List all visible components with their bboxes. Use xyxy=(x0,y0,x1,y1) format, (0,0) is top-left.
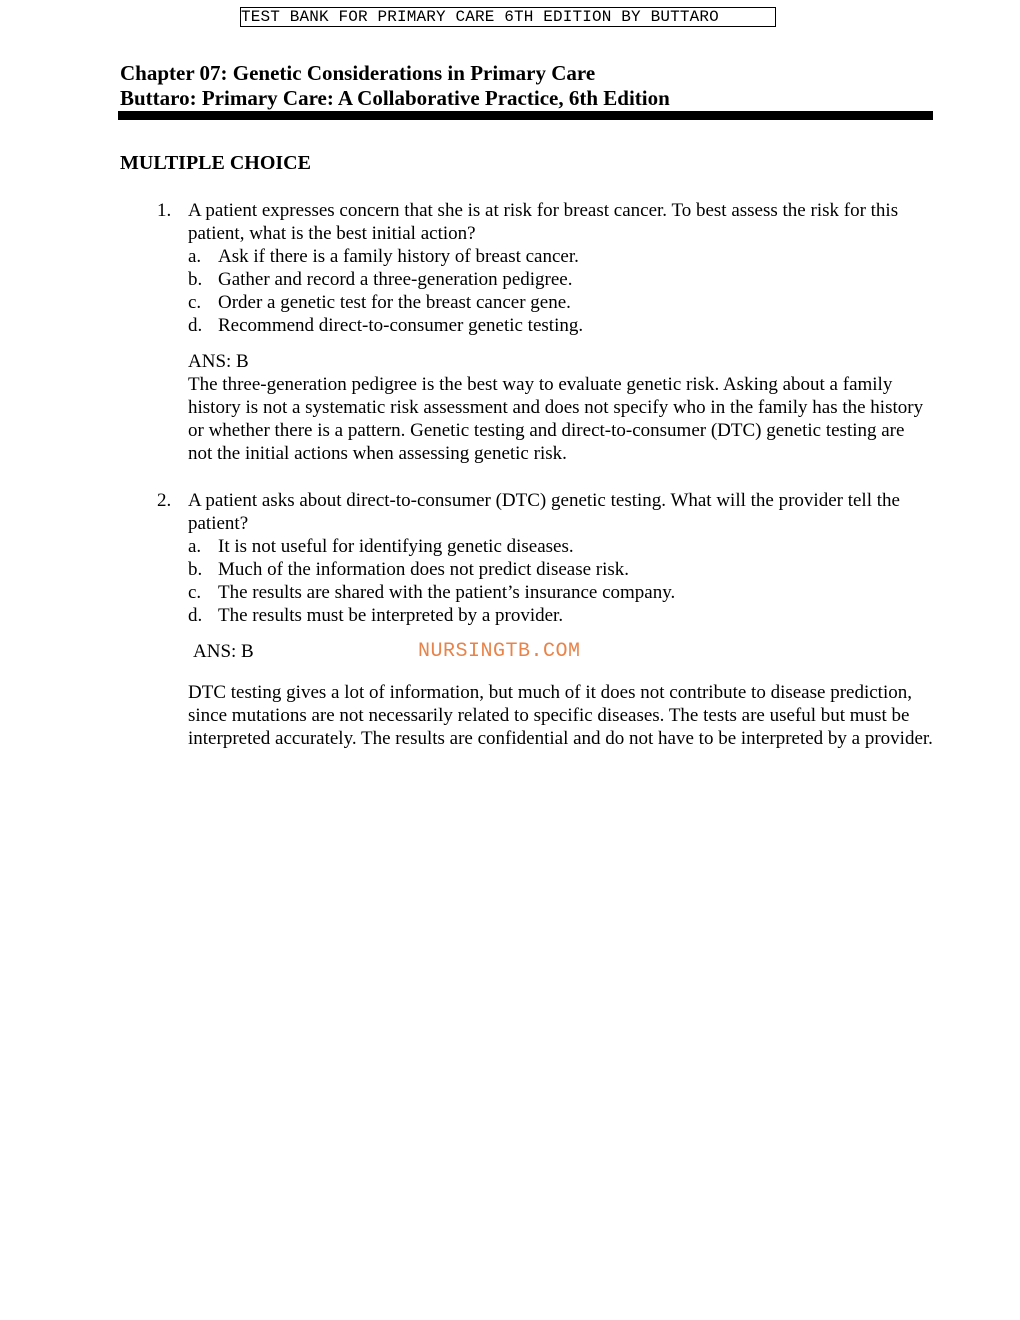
option-text: Ask if there is a family history of breast cancer. xyxy=(218,246,579,267)
question-number: 2. xyxy=(157,490,172,511)
option-letter: d. xyxy=(188,315,203,336)
chapter-title: Chapter 07: Genetic Considerations in Primary Care xyxy=(120,61,596,85)
option-text: It is not useful for identifying genetic diseases. xyxy=(218,536,574,557)
option-a xyxy=(188,245,579,268)
answer-rationale: DTC testing gives a lot of information, but much of it does not contribute to disease prediction, since mutations are not necessarily related to specific diseases. The tests are useful but must be interpreted accurately. The results are confidential and do not have to be interpreted by a provider. xyxy=(188,682,933,749)
option-d xyxy=(188,314,583,337)
option-text: The results must be interpreted by a provider. xyxy=(218,605,564,626)
option-a xyxy=(188,535,574,558)
page-banner: TEST BANK FOR PRIMARY CARE 6TH EDITION BY BUTTARO xyxy=(240,7,776,27)
option-letter: c. xyxy=(188,582,202,603)
option-letter: a. xyxy=(188,536,202,557)
option-text: The results are shared with the patient’s insurance company. xyxy=(218,582,676,603)
option-text: Much of the information does not predict disease risk. xyxy=(218,559,630,580)
option-c xyxy=(188,581,675,604)
option-b xyxy=(188,558,629,581)
option-letter: d. xyxy=(188,605,203,626)
option-b xyxy=(188,268,572,291)
option-d xyxy=(188,604,563,627)
option-letter: c. xyxy=(188,292,202,313)
answer-key: ANS: B xyxy=(193,641,254,662)
answer-key: ANS: B xyxy=(188,351,249,372)
header-divider xyxy=(118,111,933,120)
answer-rationale: The three-generation pedigree is the best way to evaluate genetic risk. Asking about a family history is not a systematic risk assessment and does not specify who in the family has the history or whether there is a pattern. Genetic testing and direct-to-consumer (DTC) genetic testing are not the initial actions when assessing genetic risk. xyxy=(188,374,924,464)
question-stem: A patient asks about direct-to-consumer (DTC) genetic testing. What will the provider tell the patient? xyxy=(188,490,900,534)
option-letter: b. xyxy=(188,559,203,580)
question-stem: A patient expresses concern that she is at risk for breast cancer. To best assess the risk for this patient, what is the best initial action? xyxy=(188,200,899,244)
option-letter: b. xyxy=(188,269,203,290)
option-c xyxy=(188,291,571,314)
document-header xyxy=(120,61,670,111)
watermark: NURSINGTB.COM xyxy=(418,640,581,663)
option-text: Order a genetic test for the breast cancer gene. xyxy=(218,292,571,313)
option-text: Recommend direct-to-consumer genetic testing. xyxy=(218,315,584,336)
option-text: Gather and record a three-generation pedigree. xyxy=(218,269,573,290)
option-letter: a. xyxy=(188,246,202,267)
book-title: Buttaro: Primary Care: A Collaborative Practice, 6th Edition xyxy=(120,86,670,110)
section-title: MULTIPLE CHOICE xyxy=(120,152,311,174)
question-number: 1. xyxy=(157,200,172,221)
